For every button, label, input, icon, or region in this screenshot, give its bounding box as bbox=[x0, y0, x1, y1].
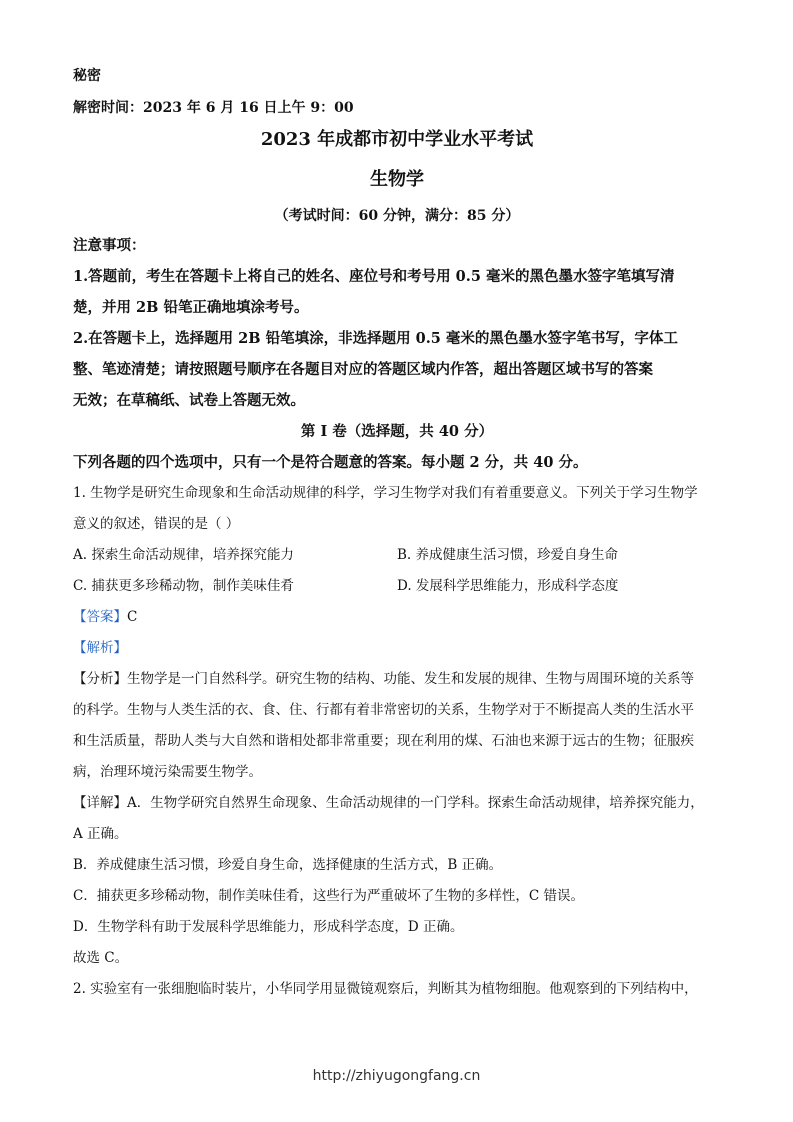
analysis-line: 【分析】生物学是一门自然科学。研究生物的结构、功能、发生和发展的规律、生物与周围环境的关系等 bbox=[73, 671, 694, 687]
q1-answer bbox=[73, 602, 721, 633]
notice-line: 1.答题前，考生在答题卡上将自己的姓名、座位号和考号用 0.5 毫米的黑色墨水签字笔填写清 bbox=[73, 268, 675, 285]
notice-line: 楚，并用 2B 铅笔正确地填涂考号。 bbox=[73, 299, 309, 316]
analysis-line: 病，治理环境污染需要生物学。 bbox=[73, 764, 262, 780]
q1-stem: 1. 生物学是研究生命现象和生命活动规律的科学，学习生物学对我们有着重要意义。下列关于学习生物学 bbox=[73, 485, 698, 501]
section-instruction: 下列各题的四个选项中，只有一个是符合题意的答案。每小题 2 分，共 40 分。 bbox=[73, 454, 588, 471]
footer-url[interactable]: http://zhiyugongfang.cn bbox=[312, 1068, 481, 1084]
detail-line: A 正确。 bbox=[73, 826, 128, 842]
q1-options-row bbox=[73, 571, 721, 602]
q1-option-d: D. 发展科学思维能力，形成科学态度 bbox=[397, 578, 619, 594]
detail-line: C．捕获更多珍稀动物，制作美味佳肴，这些行为严重破坏了生物的多样性，C 错误。 bbox=[73, 888, 584, 904]
q2-stem: 2. 实验室有一张细胞临时装片，小华同学用显微镜观察后，判断其为植物细胞。他观察到的下列结构中， bbox=[73, 981, 698, 997]
q1-options-row bbox=[73, 540, 721, 571]
analysis-line: 的科学。生物与人类生活的衣、食、住、行都有着非常密切的关系，生物学对于不断提高人类的生活水平 bbox=[73, 702, 694, 718]
analysis-line: 和生活质量，帮助人类与大自然和谐相处都非常重要；现在利用的煤、石油也来源于远古的生物；征服疾 bbox=[73, 733, 694, 749]
notice-line: 2.在答题卡上，选择题用 2B 铅笔填涂，非选择题用 0.5 毫米的黑色墨水签字笔书写，字体工 bbox=[73, 330, 678, 347]
q1-option-b: B. 养成健康生活习惯，珍爱自身生命 bbox=[397, 547, 619, 563]
notice-line: 整、笔迹清楚；请按照题号顺序在各题目对应的答题区域内作答，超出答题区域书写的答案 bbox=[73, 361, 653, 378]
q1-option-c: C. 捕获更多珍稀动物，制作美味佳肴 bbox=[73, 578, 294, 594]
exam-meta: （考试时间：60 分钟，满分：85 分） bbox=[274, 208, 520, 224]
analysis-tag: 【解析】 bbox=[73, 640, 127, 656]
notice-heading: 注意事项： bbox=[73, 237, 146, 254]
decrypt-time: 解密时间：2023 年 6 月 16 日上午 9：00 bbox=[73, 100, 354, 116]
detail-line: 故选 C。 bbox=[73, 950, 129, 966]
q1-option-a: A. 探索生命活动规律，培养探究能力 bbox=[73, 547, 294, 563]
answer-value: C bbox=[127, 609, 138, 625]
secret-label: 秘密 bbox=[73, 68, 101, 84]
exam-title: 2023 年成都市初中学业水平考试 bbox=[260, 129, 534, 150]
detail-line: B．养成健康生活习惯，珍爱自身生命，选择健康的生活方式，B 正确。 bbox=[73, 857, 503, 873]
q1-stem: 意义的叙述，错误的是（ ） bbox=[73, 516, 240, 532]
exam-page bbox=[73, 62, 721, 1005]
detail-line: D．生物学科有助于发展科学思维能力，形成科学态度，D 正确。 bbox=[73, 919, 464, 935]
exam-subject: 生物学 bbox=[370, 169, 424, 190]
answer-tag: 【答案】 bbox=[73, 609, 127, 625]
section-title: 第 I 卷（选择题，共 40 分） bbox=[300, 423, 494, 440]
notice-line: 无效；在草稿纸、试卷上答题无效。 bbox=[73, 392, 305, 409]
detail-line: 【详解】A．生物学研究自然界生命现象、生命活动规律的一门学科。探索生命活动规律，培养探究能力， bbox=[73, 795, 704, 811]
